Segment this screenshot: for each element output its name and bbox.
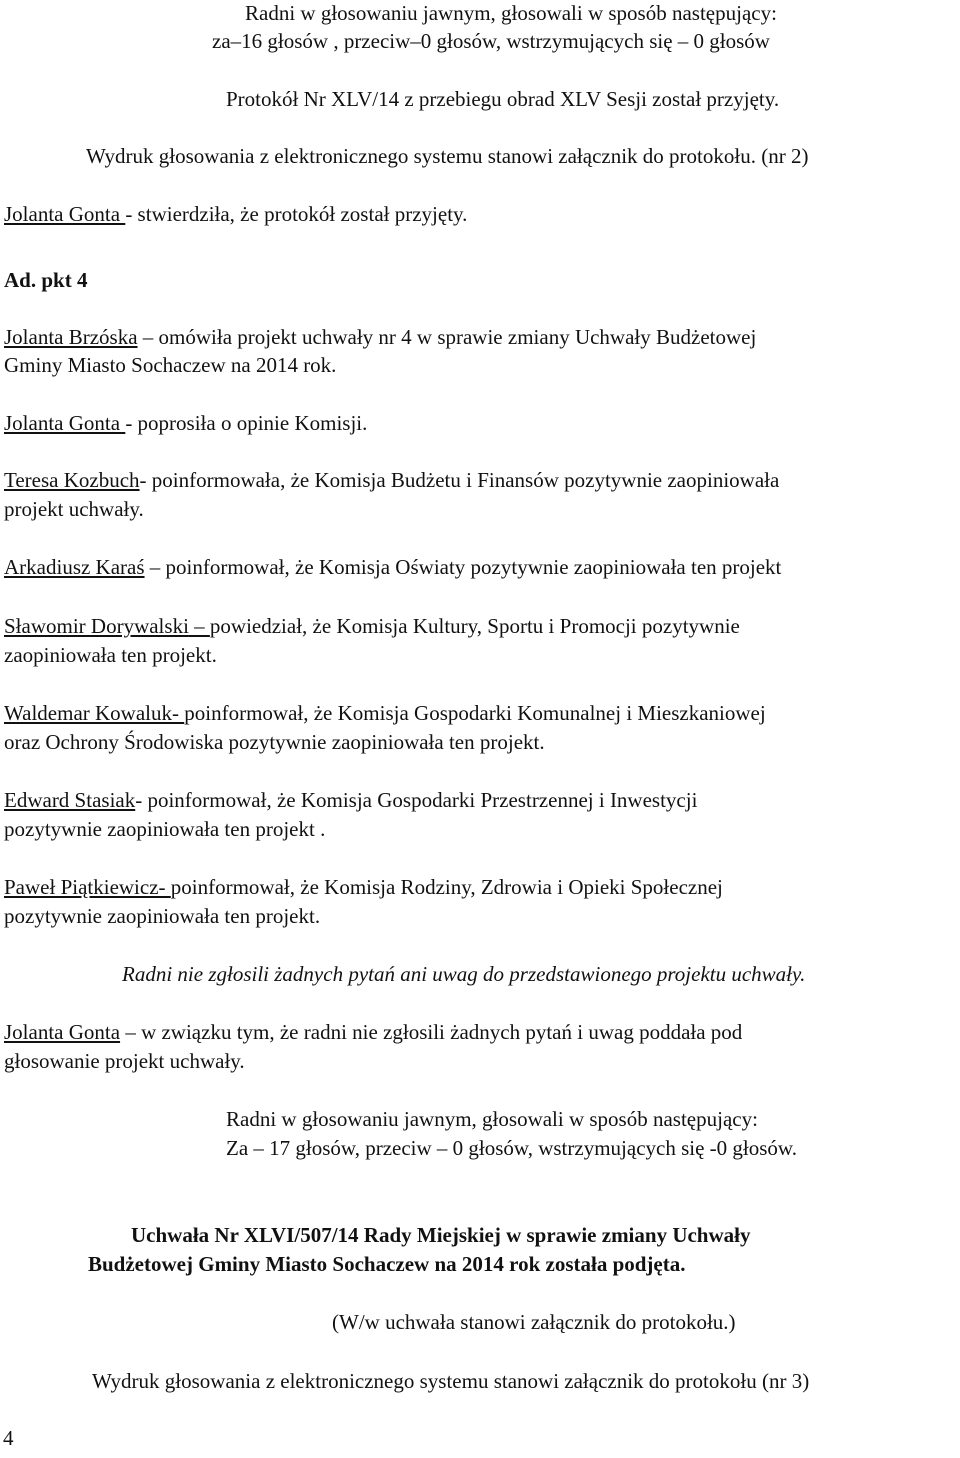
statement-text: – poinformował, że Komisja Oświaty pozytywnie zaopiniowała ten projekt (144, 555, 782, 579)
protocol-accepted: Protokół Nr XLV/14 z przebiegu obrad XLV Sesji został przyjęty. (226, 87, 780, 111)
kozbuch-line1 (4, 467, 779, 493)
dorywalski-line1 (4, 613, 740, 639)
piatkiewicz-line2: pozytywnie zaopiniowała ten projekt. (4, 904, 321, 928)
section-heading: Ad. pkt 4 (4, 268, 88, 292)
speaker-name: Teresa Kozbuch (4, 468, 140, 492)
kozbuch-line2: projekt uchwały. (4, 497, 144, 521)
speaker-name: Jolanta Gonta (4, 202, 126, 226)
speaker-name: Jolanta Gonta (4, 1020, 121, 1044)
page-number: 4 (3, 1426, 14, 1450)
vote1-line2: za–16 głosów , przeciw–0 głosów, wstrzymujących się – 0 głosów (212, 29, 770, 53)
resolution-line2: Budżetowej Gminy Miasto Sochaczew na 2014 rok została podjęta. (88, 1252, 686, 1276)
speaker-name: Waldemar Kowaluk- (4, 701, 185, 725)
speaker-name: Arkadiusz Karaś (4, 555, 145, 579)
attachment-note: (W/w uchwała stanowi załącznik do protokołu.) (332, 1310, 736, 1334)
speaker-name: Sławomir Dorywalski (4, 614, 189, 638)
resolution-line1: Uchwała Nr XLVI/507/14 Rady Miejskiej w sprawie zmiany Uchwały (131, 1223, 751, 1247)
stasiak-line2: pozytywnie zaopiniowała ten projekt . (4, 817, 326, 841)
stasiak-line1 (4, 787, 697, 813)
vote2-line1: Radni w głosowaniu jawnym, głosowali w sposób następujący: (226, 1107, 758, 1131)
speaker-name: Jolanta Gonta (4, 411, 126, 435)
vote2-line2: Za – 17 głosów, przeciw – 0 głosów, wstrzymujących się -0 głosów. (226, 1136, 797, 1160)
statement-text: poinformował, że Komisja Rodziny, Zdrowia i Opieki Społecznej (170, 875, 723, 899)
speaker-name: Paweł Piątkiewicz- (4, 875, 171, 899)
vote1-line1: Radni w głosowaniu jawnym, głosowali w sposób następujący: (245, 1, 777, 25)
gonta-statement-2 (4, 410, 367, 436)
statement-text: – omówiła projekt uchwały nr 4 w sprawie zmiany Uchwały Budżetowej (137, 325, 757, 349)
no-questions-note: Radni nie zgłosili żadnych pytań ani uwag do przedstawionego projektu uchwały. (122, 962, 806, 986)
brzoska-line2: Gminy Miasto Sochaczew na 2014 rok. (4, 353, 337, 377)
speaker-name: Edward Stasiak (4, 788, 136, 812)
statement-text: - poinformował, że Komisja Gospodarki Przestrzennej i Inwestycji (135, 788, 698, 812)
statement-text: – w związku tym, że radni nie zgłosili żadnych pytań i uwag poddała pod (120, 1020, 743, 1044)
statement-text: - poprosiła o opinie Komisji. (125, 411, 368, 435)
printout-note-1: Wydruk głosowania z elektronicznego systemu stanowi załącznik do protokołu. (nr 2) (86, 144, 809, 168)
statement-text: - poinformowała, że Komisja Budżetu i Finansów pozytywnie zaopiniowała (139, 468, 780, 492)
brzoska-line1 (4, 324, 756, 350)
kowaluk-line2: oraz Ochrony Środowiska pozytywnie zaopiniowała ten projekt. (4, 730, 545, 754)
gonta-statement-3-line1 (4, 1019, 742, 1045)
karas-line (4, 554, 781, 580)
statement-text: powiedział, że Komisja Kultury, Sportu i Promocji pozytywnie (209, 614, 740, 638)
speaker-name: Jolanta Brzóska (4, 325, 138, 349)
dorywalski-line2: zaopiniowała ten projekt. (4, 643, 217, 667)
printout-note-2: Wydruk głosowania z elektronicznego systemu stanowi załącznik do protokołu (nr 3) (92, 1369, 810, 1393)
gonta-statement-3-line2: głosowanie projekt uchwały. (4, 1049, 245, 1073)
kowaluk-line1 (4, 700, 766, 726)
statement-text: - stwierdziła, że protokół został przyjęty. (125, 202, 468, 226)
dash: – (188, 614, 210, 638)
gonta-statement-1 (4, 201, 467, 227)
statement-text: poinformował, że Komisja Gospodarki Komunalnej i Mieszkaniowej (184, 701, 766, 725)
piatkiewicz-line1 (4, 874, 723, 900)
